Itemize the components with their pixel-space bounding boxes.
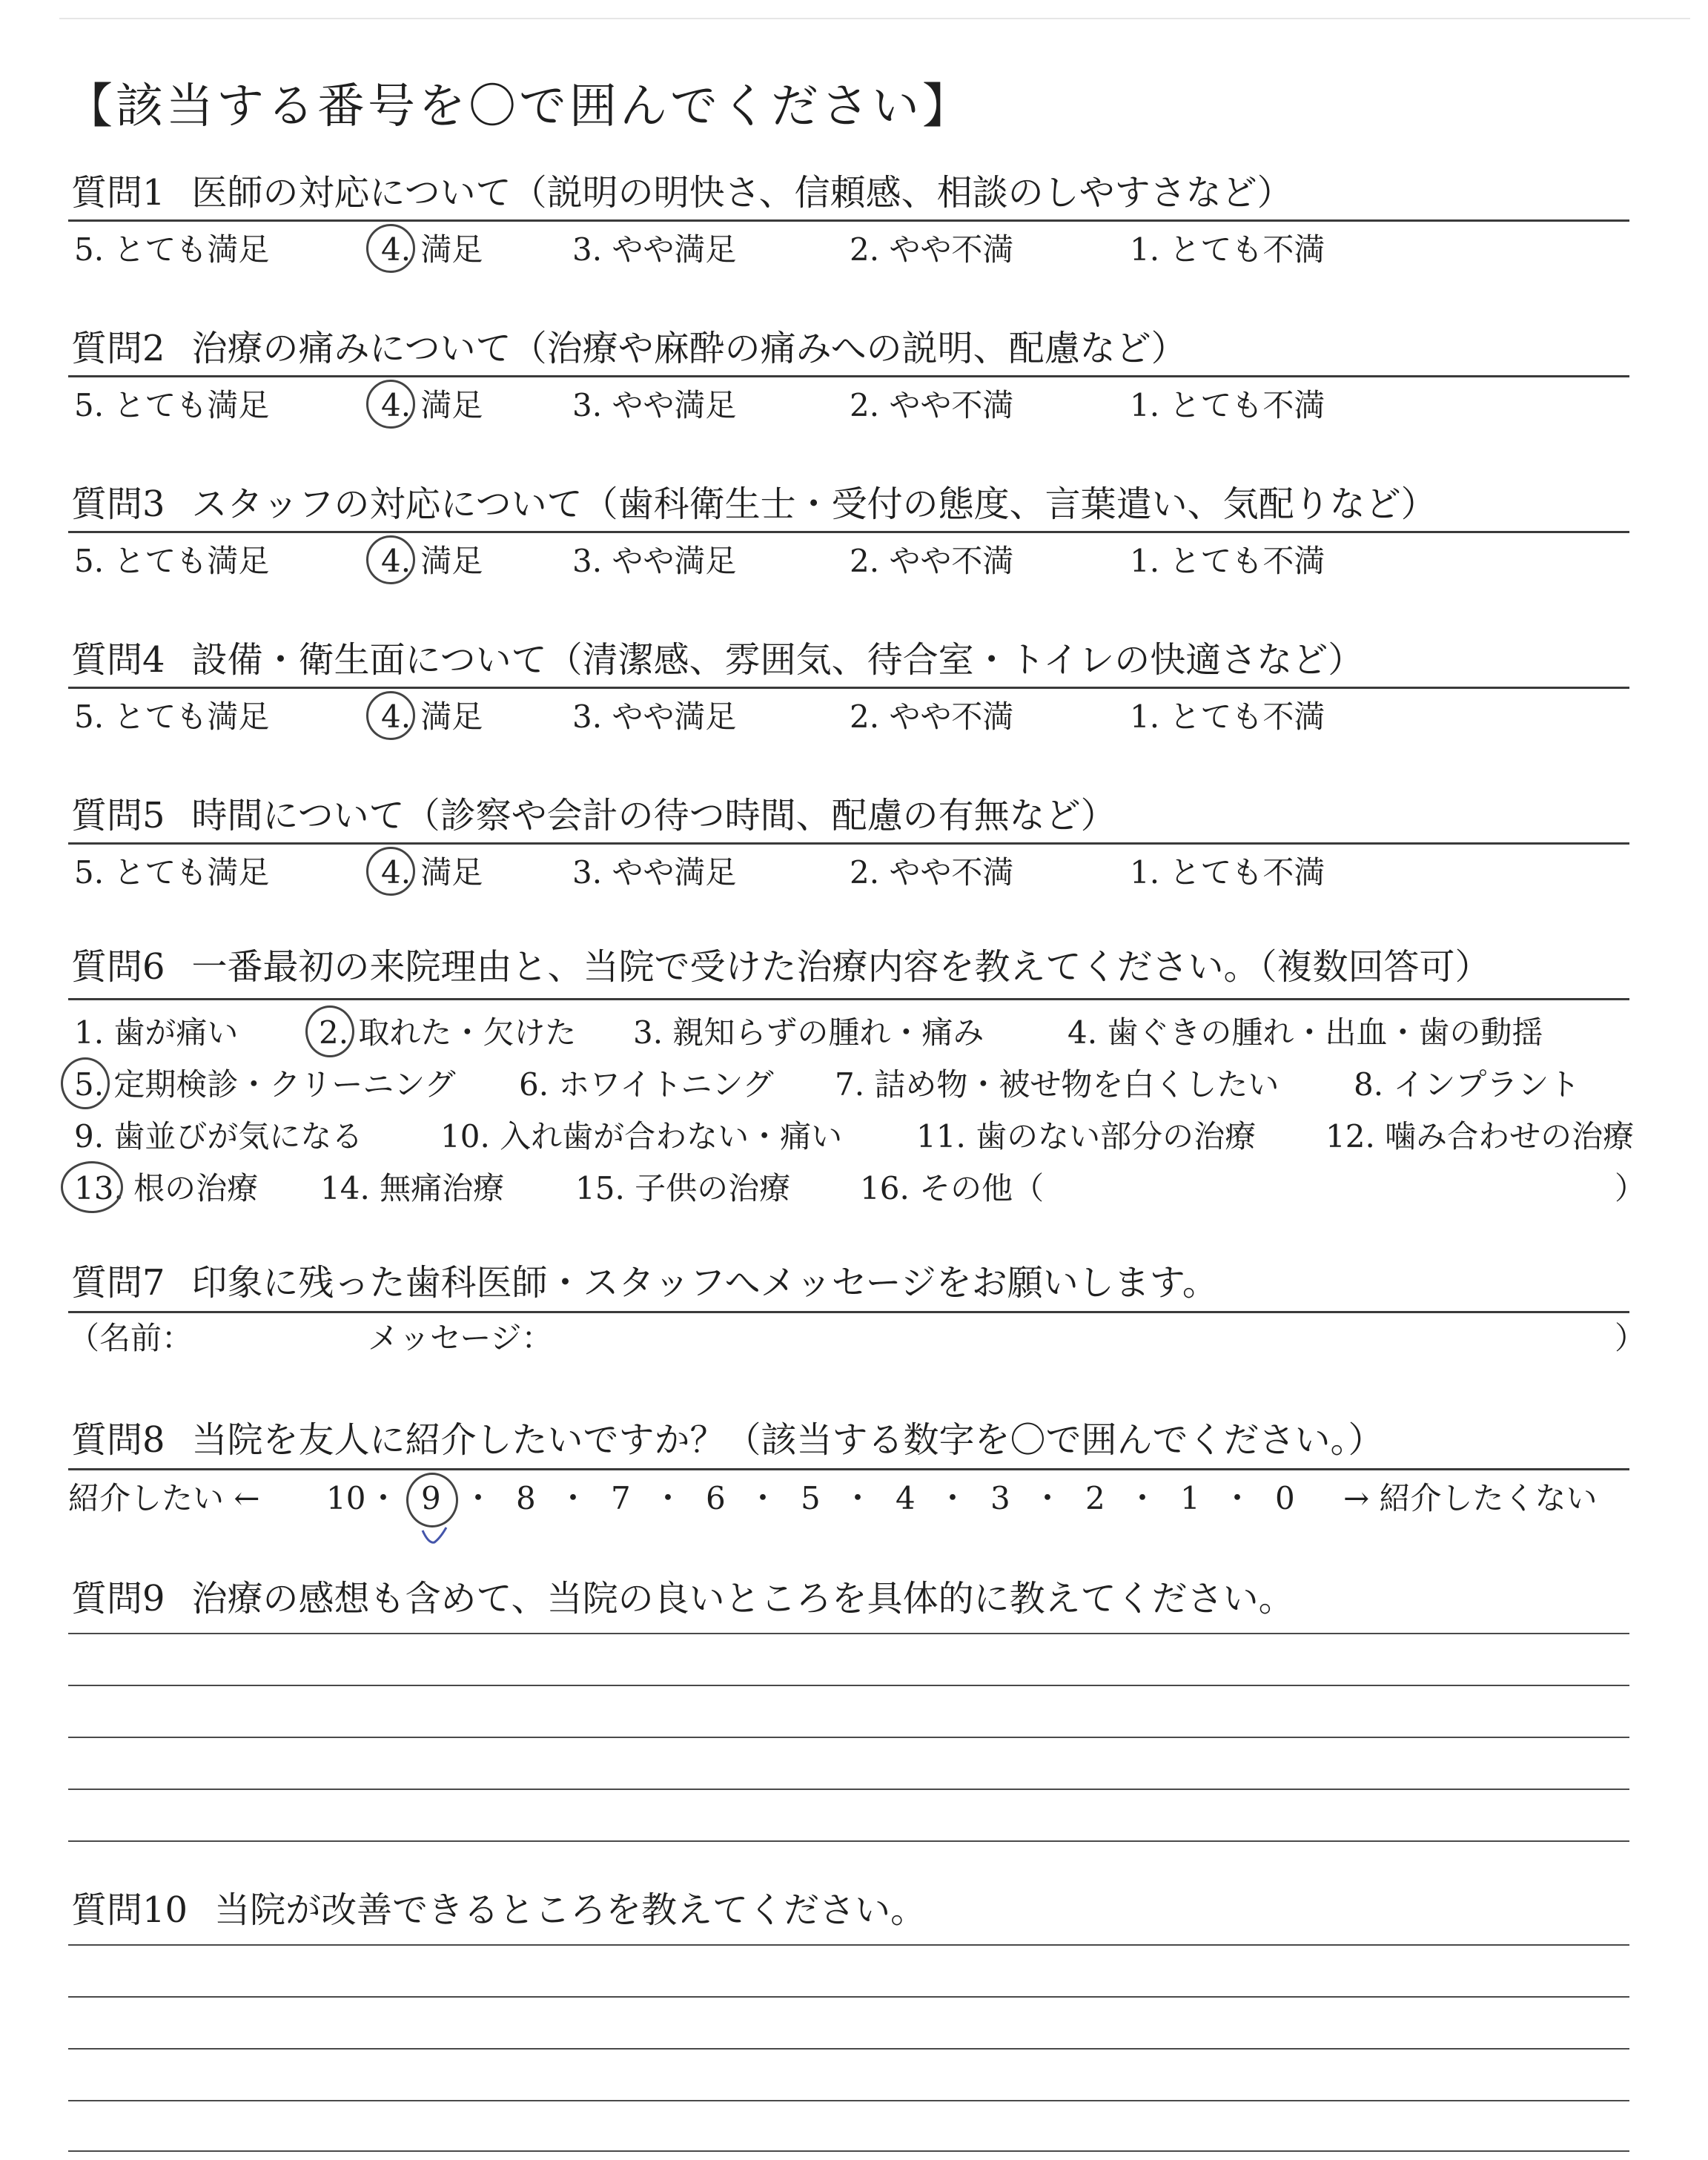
q10-text: 当院が改善できるところを教えてください。 <box>214 1889 927 1931</box>
q10-label: 質問10 <box>71 1889 188 1931</box>
q5-text: 時間について（診察や会計の待つ時間、配慮の有無など） <box>191 795 1116 836</box>
check-mark-icon <box>420 1525 449 1547</box>
q7-label: 質問7 <box>71 1262 165 1304</box>
q4-text: 設備・衛生面について（清潔感、雰囲気、待合室・トイレの快適さなど） <box>191 639 1364 681</box>
q8-separator: ・ <box>1222 1480 1254 1516</box>
q6-option[interactable]: 5. 定期検診・クリーニング <box>74 1066 456 1103</box>
q6-option[interactable]: 3. 親知らずの腫れ・痛み <box>633 1014 984 1051</box>
q5-underline <box>68 842 1629 845</box>
q5-label: 質問5 <box>71 795 165 836</box>
q9-answer-line[interactable] <box>68 1685 1629 1686</box>
rating-option[interactable]: 2. やや不満 <box>850 854 1014 891</box>
q4-title <box>71 639 1364 681</box>
rating-option[interactable]: 2. やや不満 <box>850 231 1014 268</box>
q6-option[interactable]: 13. 根の治療 <box>74 1170 259 1206</box>
rating-option[interactable]: 5. とても満足 <box>74 698 270 735</box>
q10-answer-line[interactable] <box>68 1944 1629 1946</box>
q8-scale-value[interactable]: 10 <box>326 1480 366 1516</box>
rating-option[interactable]: 1. とても不満 <box>1130 231 1325 268</box>
q8-separator: ・ <box>1032 1480 1064 1516</box>
q2-title <box>71 328 1187 369</box>
rating-option[interactable]: 3. やや満足 <box>572 543 737 579</box>
q3-underline <box>68 531 1629 533</box>
q8-separator: ・ <box>842 1480 874 1516</box>
q1-text: 医師の対応について（説明の明快さ、信頼感、相談のしやすさなど） <box>191 172 1293 214</box>
rating-option[interactable]: 4. 満足 <box>381 543 483 579</box>
q8-scale-value[interactable]: 0 <box>1275 1480 1295 1516</box>
q8-scale-value[interactable]: 8 <box>516 1480 536 1516</box>
q1-title <box>71 172 1293 214</box>
q2-text: 治療の痛みについて（治療や麻酔の痛みへの説明、配慮など） <box>191 328 1187 369</box>
q10-answer-line[interactable] <box>68 2048 1629 2050</box>
q6-option[interactable]: 8. インプラント <box>1354 1066 1580 1103</box>
q10-title <box>71 1889 927 1931</box>
q6-option[interactable]: 12. 噛み合わせの治療 <box>1325 1118 1635 1155</box>
rating-option[interactable]: 3. やや満足 <box>572 231 737 268</box>
q8-title <box>71 1419 1384 1461</box>
q8-separator: ・ <box>368 1480 400 1516</box>
rating-option[interactable]: 4. 満足 <box>381 854 483 891</box>
q8-separator: ・ <box>747 1480 779 1516</box>
q9-label: 質問9 <box>71 1578 165 1619</box>
q6-label: 質問6 <box>71 946 165 988</box>
rating-option[interactable]: 3. やや満足 <box>572 387 737 423</box>
q9-answer-line[interactable] <box>68 1633 1629 1634</box>
q6-text: 一番最初の来院理由と、当院で受けた治療内容を教えてください。（複数回答可） <box>191 946 1491 988</box>
rating-option[interactable]: 2. やや不満 <box>850 387 1014 423</box>
q6-option[interactable]: 9. 歯並びが気になる <box>74 1118 363 1155</box>
rating-option[interactable]: 5. とても満足 <box>74 854 270 891</box>
q7-text: 印象に残った歯科医師・スタッフへメッセージをお願いします。 <box>191 1262 1218 1304</box>
q8-underline <box>68 1468 1629 1470</box>
q8-separator: ・ <box>1127 1480 1159 1516</box>
q8-scale-value[interactable]: 7 <box>611 1480 631 1516</box>
q6-title <box>71 946 1491 988</box>
rating-option[interactable]: 3. やや満足 <box>572 698 737 735</box>
q8-scale-value[interactable]: 6 <box>706 1480 726 1516</box>
q7-title <box>71 1262 1218 1304</box>
q8-scale-value[interactable]: 9 <box>421 1480 441 1516</box>
q7-close-paren: ） <box>1615 1320 1646 1356</box>
q8-separator: ・ <box>463 1480 494 1516</box>
rating-option[interactable]: 3. やや満足 <box>572 854 737 891</box>
q8-separator: ・ <box>937 1480 969 1516</box>
q6-option[interactable]: 4. 歯ぐきの腫れ・出血・歯の動揺 <box>1068 1014 1543 1051</box>
q3-title <box>71 483 1437 525</box>
q6-option[interactable]: 2. 取れた・欠けた <box>319 1014 577 1051</box>
rating-option[interactable]: 1. とても不満 <box>1130 854 1325 891</box>
q6-option[interactable]: 15. 子供の治療 <box>575 1170 791 1206</box>
q6-option[interactable]: 14. 無痛治療 <box>320 1170 505 1206</box>
rating-option[interactable]: 5. とても満足 <box>74 543 270 579</box>
q9-answer-line[interactable] <box>68 1737 1629 1738</box>
rating-option[interactable]: 5. とても満足 <box>74 387 270 423</box>
page-header: 【該当する番号を〇で囲んでください】 <box>65 79 973 134</box>
q7-message-label: メッセージ： <box>368 1320 553 1356</box>
q1-label: 質問1 <box>71 172 165 214</box>
q3-label: 質問3 <box>71 483 165 525</box>
q9-answer-line[interactable] <box>68 1840 1629 1842</box>
rating-option[interactable]: 1. とても不満 <box>1130 387 1325 423</box>
rating-option[interactable]: 2. やや不満 <box>850 543 1014 579</box>
q1-underline <box>68 219 1629 222</box>
rating-option[interactable]: 1. とても不満 <box>1130 543 1325 579</box>
q6-option[interactable]: 1. 歯が痛い <box>74 1014 239 1051</box>
rating-option[interactable]: 5. とても満足 <box>74 231 270 268</box>
q8-scale-value[interactable]: 4 <box>896 1480 916 1516</box>
q9-text: 治療の感想も含めて、当院の良いところを具体的に教えてください。 <box>191 1578 1294 1619</box>
q9-title <box>71 1578 1294 1619</box>
top-edge-line <box>59 18 1690 19</box>
q2-label: 質問2 <box>71 328 165 369</box>
q5-title <box>71 795 1116 836</box>
q8-scale-value[interactable]: 2 <box>1085 1480 1105 1516</box>
q7-name-label: （名前： <box>68 1320 193 1356</box>
q8-scale-value[interactable]: 5 <box>801 1480 821 1516</box>
q6-close-paren: ） <box>1615 1170 1646 1206</box>
q8-left-label: 紹介したい ← <box>68 1480 260 1516</box>
q9-answer-line[interactable] <box>68 1789 1629 1790</box>
q6-option[interactable]: 10. 入れ歯が合わない・痛い <box>440 1118 843 1155</box>
q8-right-label: → 紹介したくない <box>1343 1480 1598 1516</box>
q2-underline <box>68 375 1629 377</box>
q6-option[interactable]: 6. ホワイトニング <box>519 1066 774 1103</box>
q3-text: スタッフの対応について（歯科衛生士・受付の態度、言葉遣い、気配りなど） <box>191 483 1437 525</box>
q4-underline <box>68 687 1629 689</box>
q8-text: 当院を友人に紹介したいですか？（該当する数字を〇で囲んでください。） <box>191 1419 1384 1461</box>
q7-underline <box>68 1311 1629 1313</box>
q6-underline <box>68 998 1629 1000</box>
rating-option[interactable]: 1. とても不満 <box>1130 698 1325 735</box>
rating-option[interactable]: 4. 満足 <box>381 698 483 735</box>
q10-answer-line[interactable] <box>68 2150 1629 2152</box>
q10-answer-line[interactable] <box>68 2100 1629 2101</box>
q4-label: 質問4 <box>71 639 165 681</box>
q8-scale-value[interactable]: 3 <box>990 1480 1010 1516</box>
q8-scale-value[interactable]: 1 <box>1180 1480 1200 1516</box>
rating-option[interactable]: 2. やや不満 <box>850 698 1014 735</box>
q8-label: 質問8 <box>71 1419 165 1461</box>
q6-option[interactable]: 16. その他（ <box>860 1170 1045 1206</box>
q8-separator: ・ <box>557 1480 589 1516</box>
q6-option[interactable]: 11. 歯のない部分の治療 <box>916 1118 1257 1155</box>
rating-option[interactable]: 4. 満足 <box>381 387 483 423</box>
q8-separator: ・ <box>652 1480 684 1516</box>
q10-answer-line[interactable] <box>68 1996 1629 1998</box>
rating-option[interactable]: 4. 満足 <box>381 231 483 268</box>
q6-option[interactable]: 7. 詰め物・被せ物を白くしたい <box>835 1066 1280 1103</box>
